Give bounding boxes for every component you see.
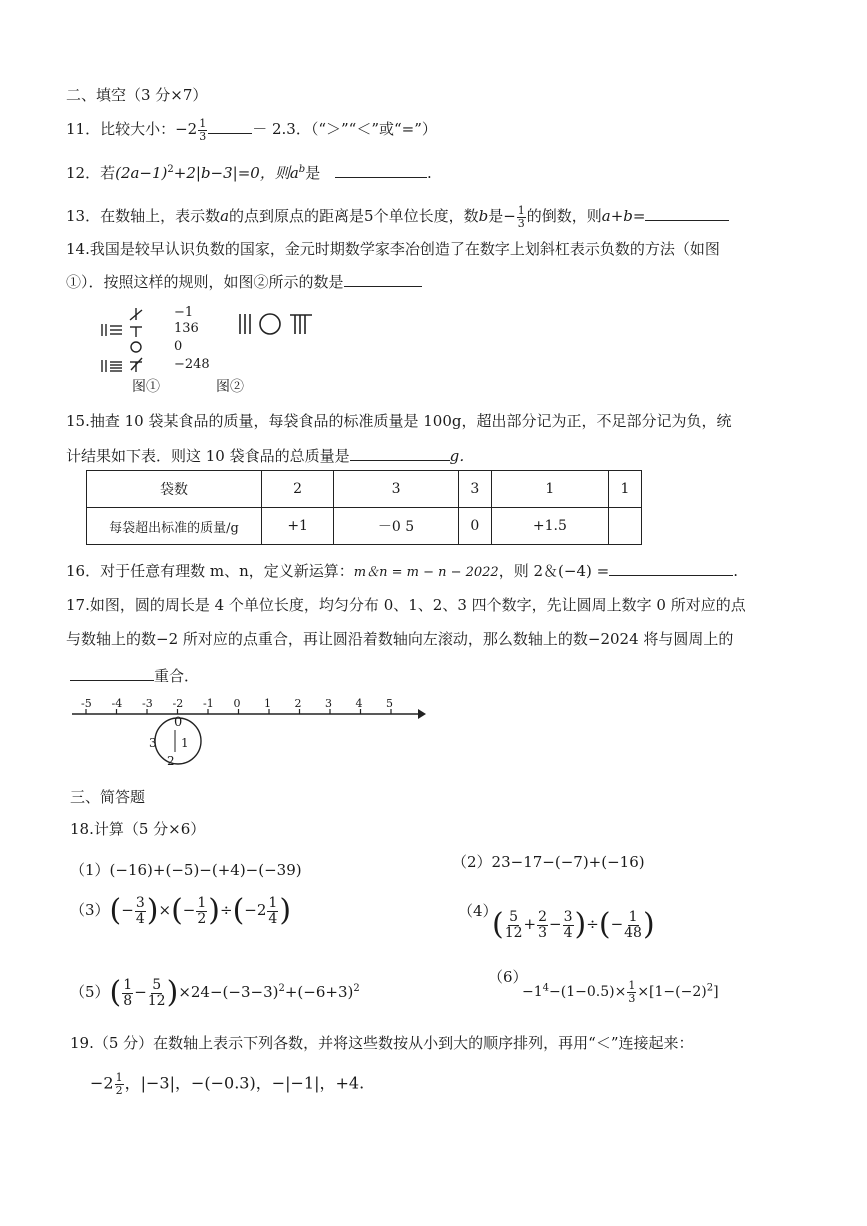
question-16: 16．对于任意有理数 m、n，定义新运算：m＆n = m − n − 2022，则 2＆(−4) = . — [66, 562, 738, 580]
table-cell: 3 — [458, 471, 491, 508]
frac-den: 12 — [147, 992, 166, 1009]
q15-line1: 15.抽查 10 袋某食品的质量，每袋食品的标准质量是 100g，超出部分记为正，不足部分记为负，统 — [66, 412, 732, 430]
q18-p4-frac-2 — [537, 910, 548, 940]
q11-frac-den: 3 — [199, 129, 207, 143]
q13-var-a: a — [220, 207, 230, 226]
fig1-value-1: −1 — [174, 305, 194, 320]
axis-tick-label: 3 — [325, 697, 332, 710]
q18-part1 — [70, 863, 302, 878]
axis-tick-label: -3 — [142, 697, 153, 710]
axis-tick-label: 2 — [294, 697, 302, 710]
frac-den: 4 — [563, 924, 573, 941]
section-title-fill-blank: 二、填空（3 分×7） — [66, 86, 208, 104]
q18-p6-sup0: 4 — [542, 982, 550, 994]
frac-num: 5 — [509, 909, 519, 925]
q13-text1: 13．在数轴上，表示数 — [66, 207, 221, 226]
fig2-label: 图② — [216, 379, 244, 395]
q18-p5-sup2: 2 — [353, 983, 360, 995]
q13-frac-num: 1 — [517, 204, 525, 217]
circle-digit-0: 0 — [174, 715, 183, 730]
axis-tick-label: 5 — [386, 697, 393, 710]
q12-var-a: a — [289, 164, 299, 182]
frac-den: 4 — [135, 910, 145, 927]
question-12: 12．若$(2a-1)^2+2|b-3|=0$，则$a^b$是 . — [66, 164, 432, 182]
frac-num: 2 — [538, 909, 548, 925]
q11-answer-blank[interactable] — [208, 119, 252, 134]
q18-p3-label: （3） — [70, 901, 110, 920]
q18-p6-start: −1 — [522, 984, 543, 1001]
q14-line2 — [66, 272, 422, 290]
frac-den: 2 — [197, 910, 207, 927]
table-cell: +1.5 — [491, 508, 608, 545]
q18-p4-frac-3 — [563, 910, 574, 940]
table-cell: 2 — [262, 471, 334, 508]
q15-unit: g． — [449, 447, 475, 465]
q18-part6-label: （6） — [488, 968, 528, 986]
q19-rest: ，|−3|，−(−0.3)，−|−1|，+4. — [124, 1073, 365, 1093]
circle-digit-1: 1 — [181, 736, 189, 750]
q14-line1: 14.我国是较早认识负数的国家，金元时期数学家李冶创造了在数字上划斜杠表示负数的方法（如图 — [66, 240, 720, 258]
q12-prefix: 12．若 — [66, 164, 116, 182]
q11-frac-num: 1 — [199, 117, 207, 130]
q18-p6-end2: ] — [713, 984, 719, 1001]
frac-num: 1 — [628, 909, 638, 925]
circle-digit-2: 2 — [167, 754, 175, 768]
q19-numbers — [90, 1072, 364, 1096]
fig1-value-2: 136 — [174, 321, 199, 336]
table-row — [87, 471, 642, 508]
q13-text4: 的倒数，则 — [526, 207, 602, 226]
q18-p2-label: （2） — [452, 853, 492, 871]
frac-den: 3 — [538, 924, 548, 941]
table-row — [87, 508, 642, 545]
q18-title: 18.计算（5 分×6） — [70, 820, 206, 838]
q18-p6-mid: −(1−0.5)× — [549, 984, 627, 1001]
q18-p5-label: （5） — [70, 983, 110, 1002]
q16-definition: m＆n = m − n − 2022 — [353, 565, 499, 580]
q16-text1: 16．对于任意有理数 m、n，定义新运算： — [66, 562, 354, 580]
table-cell: 3 — [334, 471, 458, 508]
q12-suffix: 是 — [305, 164, 321, 182]
q17-answer-blank[interactable] — [70, 666, 154, 681]
q13-var-b: b — [478, 207, 489, 226]
axis-tick-label: -1 — [203, 697, 214, 710]
q19-n1-frac — [115, 1072, 124, 1096]
q15-line2-text: 计结果如下表．则这 10 袋食品的总质量是 — [66, 447, 350, 465]
q18-p3-frac-c — [267, 896, 278, 926]
q18-part4-label: （4） — [458, 902, 498, 920]
q11-rest: － 2.3．（“＞”“＜”或“=”） — [252, 120, 437, 139]
q18-part6 — [522, 980, 719, 1004]
q16-answer-blank[interactable] — [609, 561, 733, 576]
q12-sup: 2 — [167, 164, 174, 175]
fig1-label: 图① — [132, 379, 160, 395]
frac-den: 12 — [504, 924, 523, 941]
axis-tick-label: 4 — [355, 697, 363, 710]
axis-tick-label: 0 — [233, 697, 241, 710]
q18-p6-frac — [627, 980, 636, 1004]
frac-num: 1 — [197, 895, 207, 911]
frac-den: 4 — [268, 910, 278, 927]
q18-p5-rest2: +(−6+3) — [284, 983, 354, 1002]
q12-expr: (2a−1) — [115, 164, 168, 182]
table-cell: －0 5 — [334, 508, 458, 545]
q17-line3 — [70, 666, 199, 684]
q12-expr2: +2|b−3|=0，则 — [173, 164, 290, 182]
fig1-value-4: −248 — [174, 357, 210, 372]
q18-p5-frac-2 — [148, 978, 166, 1008]
rod-numeral-fig2-svg — [236, 312, 320, 338]
q12-answer-blank[interactable] — [335, 163, 427, 178]
q15-answer-blank[interactable] — [350, 446, 450, 461]
table-cell: 每袋超出标准的质量/g — [87, 508, 262, 545]
q13-ab: a+b= — [601, 207, 646, 226]
q12-var-b: b — [298, 164, 306, 175]
question-11 — [66, 118, 437, 142]
q11-neg: −2 — [175, 120, 198, 139]
frac-den: 8 — [123, 992, 133, 1009]
axis-tick-label: 1 — [264, 697, 271, 710]
table-cell — [608, 508, 641, 545]
table-cell: +1 — [262, 508, 334, 545]
axis-tick-label: -5 — [81, 697, 92, 710]
frac-num: 1 — [115, 1071, 123, 1084]
frac-den: 3 — [628, 991, 636, 1005]
q18-p6-end1: ×[1−(−2) — [637, 984, 707, 1001]
q18-p3-whole: −2 — [244, 901, 267, 920]
frac-den: 48 — [624, 924, 642, 941]
q18-p6-sup1: 2 — [706, 982, 714, 994]
circle-digit-3: 3 — [149, 736, 157, 750]
frac-num: 1 — [628, 979, 636, 992]
q18-part2 — [452, 855, 645, 870]
q18-p5-frac-1 — [122, 978, 133, 1008]
q17-line3-text: 重合． — [154, 667, 200, 685]
q18-part5: （5）( $\frac{1}{8}$ − $\frac{5}{12}$ )$\times 24-(-3-3)^2+(-6+3)^2$ — [70, 975, 360, 1011]
q11-prefix: 11．比较大小： — [66, 120, 176, 139]
section-title-short-answer: 三、简答题 — [70, 788, 146, 806]
table-cell: 1 — [491, 471, 608, 508]
q19-line1: 19.（5 分）在数轴上表示下列各数，并将这些数按从小到大的顺序排列，再用“＜”连接起来： — [70, 1034, 694, 1052]
q15-line2 — [66, 446, 474, 464]
q13-fraction — [517, 205, 526, 229]
frac-num: 1 — [123, 977, 133, 993]
frac-num: 3 — [563, 909, 573, 925]
q18-p1-expr: (−16)+(−5)−(+4)−(−39) — [109, 861, 302, 879]
q17-line1: 17.如图，圆的周长是 4 个单位长度，均匀分布 0、1、2、3 四个数字，先让圆周上数字 0 所对应的点 — [66, 596, 746, 614]
frac-num: 1 — [268, 895, 278, 911]
q18-p1-label: （1） — [70, 861, 110, 879]
q13-text2: 的点到原点的距离是5个单位长度，数 — [229, 207, 479, 226]
q13-frac-den: 3 — [517, 216, 525, 230]
q19-n1-whole: −2 — [90, 1073, 114, 1093]
frac-num: 3 — [135, 895, 145, 911]
q16-text2: ，则 2＆(−4) = — [498, 562, 610, 580]
q18-p4-frac-1 — [505, 910, 523, 940]
q18-p2-expr: 23−17−(−7)+(−16) — [491, 853, 645, 871]
table-cell: 1 — [608, 471, 641, 508]
q18-part4: ( $\frac{5}{12}$ + $\frac{2}{3}$ − $\frac{3}{4}$ )÷(− $\frac{1}{48}$ ) — [492, 907, 655, 943]
table-cell: 0 — [458, 508, 491, 545]
q18-p5-rest: ×24−(−3−3) — [178, 983, 279, 1002]
q18-p5-sup1: 2 — [278, 983, 285, 995]
q18-p3-frac-b — [196, 896, 207, 926]
q11-fraction — [198, 118, 207, 142]
fig1-value-3: 0 — [174, 339, 183, 354]
q15-table — [86, 470, 642, 545]
rod-numerals-svg — [96, 306, 154, 374]
axis-tick-label: -4 — [111, 697, 123, 710]
q13-text3: 是− — [488, 207, 516, 226]
frac-den: 2 — [115, 1083, 123, 1097]
q18-part3: （3）(− $\frac{3}{4}$ )×(− $\frac{1}{2}$ )÷(−2 $\frac{1}{4}$ ) — [70, 893, 292, 929]
axis-tick-label: -2 — [172, 697, 184, 710]
q17-line2: 与数轴上的数−2 所对应的点重合，再让圆沿着数轴向左滚动，那么数轴上的数−2024 将与圆周上的 — [66, 630, 734, 648]
question-13 — [66, 205, 729, 229]
q14-line2-text: ①）．按照这样的规则，如图②所示的数是 — [66, 273, 344, 291]
table-cell: 袋数 — [87, 471, 262, 508]
q18-p3-frac-a — [135, 896, 146, 926]
q14-answer-blank[interactable] — [344, 272, 422, 287]
q13-answer-blank[interactable] — [645, 206, 729, 221]
frac-num: 5 — [152, 977, 162, 993]
q18-p4-frac-4 — [624, 910, 642, 940]
